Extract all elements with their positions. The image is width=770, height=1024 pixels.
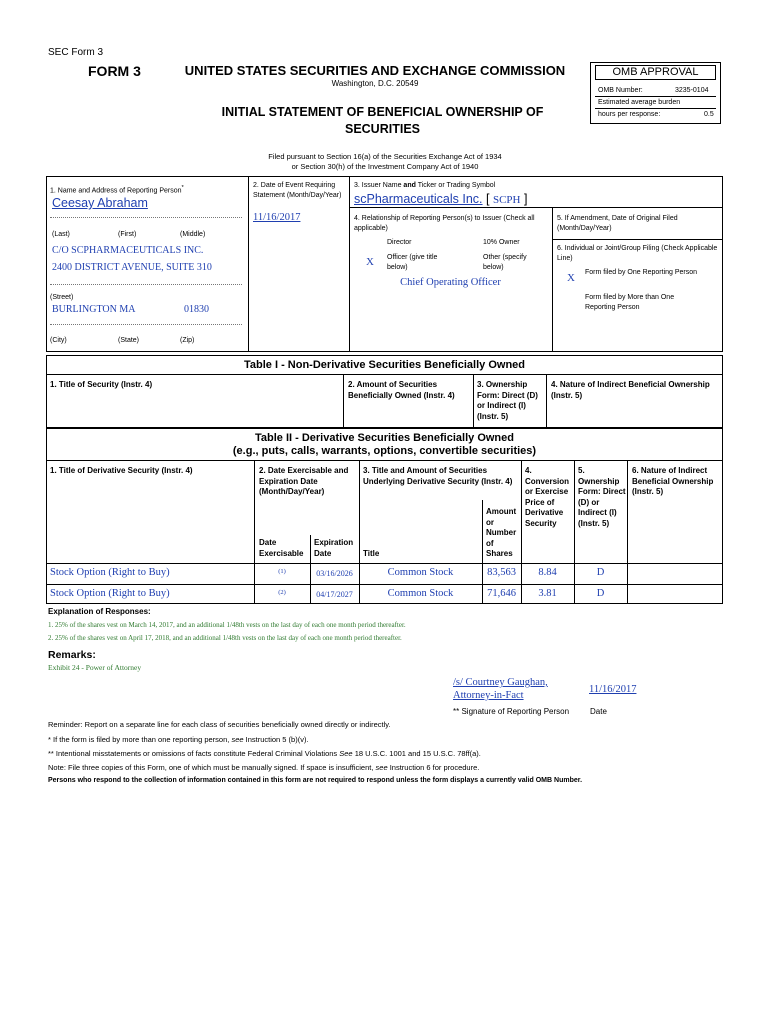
city-label: (City) bbox=[50, 337, 67, 344]
issuer-name: scPharmaceuticals Inc. bbox=[354, 192, 483, 206]
director-option: Director bbox=[387, 239, 412, 246]
last-label: (Last) bbox=[52, 231, 70, 238]
other-option: Other (specify below) bbox=[483, 254, 527, 271]
more-persons-option: Form filed by More than One Reporting Person bbox=[585, 294, 675, 311]
issuer-line: scPharmaceuticals Inc. [ SCPH ] bbox=[354, 192, 528, 206]
row2-exercisable: (2) bbox=[278, 589, 286, 596]
t1-col-ownership: 3. Ownership Form: Direct (D) or Indirect (I) (Instr. 5) bbox=[477, 380, 538, 421]
box4-label: 4. Relationship of Reporting Person(s) to Issuer (Check all applicable) bbox=[354, 215, 535, 232]
omb-burden-label: Estimated average burden bbox=[598, 99, 681, 106]
row2-price: 3.81 bbox=[538, 588, 557, 599]
signature-name: /s/ Courtney Gaughan, bbox=[453, 677, 548, 688]
ten-pct-owner-option: 10% Owner bbox=[483, 239, 520, 246]
row1-price: 8.84 bbox=[538, 567, 557, 578]
one-person-option: Form filed by One Reporting Person bbox=[585, 269, 698, 276]
t2-col-nature: 6. Nature of Indirect Beneficial Ownership (Instr. 5) bbox=[632, 466, 714, 496]
explanation-1: 1. 25% of the shares vest on March 14, 2017, and an additional 1/48th vests on the last day of each one month period thereafter. bbox=[48, 621, 406, 629]
row1-expiration: 03/16/2026 bbox=[316, 569, 353, 578]
officer-option: Officer (give title below) bbox=[387, 254, 438, 271]
signature-date: 11/16/2017 bbox=[589, 684, 637, 695]
omb-hours-label: hours per response: bbox=[598, 111, 661, 118]
agency-location: Washington, D.C. 20549 bbox=[331, 79, 419, 88]
row1-exercisable: (1) bbox=[278, 568, 286, 575]
event-date: 11/16/2017 bbox=[253, 212, 301, 223]
street-label: (Street) bbox=[50, 294, 74, 301]
t1-col-amount: 2. Amount of Securities Beneficially Owned (Instr. 4) bbox=[348, 380, 455, 400]
middle-label: (Middle) bbox=[180, 231, 206, 238]
address-line-1: C/O SCPHARMACEUTICALS INC. bbox=[52, 245, 204, 256]
omb-title: OMB APPROVAL bbox=[612, 66, 699, 78]
date-label: Date bbox=[590, 707, 607, 716]
sec-form-label: SEC Form 3 bbox=[48, 47, 104, 58]
row1-amount: 83,563 bbox=[487, 567, 516, 578]
box2-label: 2. Date of Event Requiring Statement (Month/Day/Year) bbox=[253, 182, 342, 199]
t2-col-expiration: Expiration Date bbox=[314, 538, 354, 558]
row2-form: D bbox=[596, 588, 605, 599]
remarks-title: Remarks: bbox=[48, 649, 96, 661]
reporting-person-name: Ceesay Abraham bbox=[52, 196, 148, 210]
note-1: * If the form is filed by more than one reporting person, see Instruction 5 (b)(v). bbox=[48, 735, 309, 744]
first-label: (First) bbox=[118, 231, 137, 238]
signature-capacity: Attorney-in-Fact bbox=[453, 690, 524, 701]
statement-title: INITIAL STATEMENT OF BENEFICIAL OWNERSHIP OF SECURITIES bbox=[221, 105, 544, 136]
box1-label: 1. Name and Address of Reporting Person* bbox=[50, 185, 184, 195]
row2-security: Stock Option (Right to Buy) bbox=[50, 588, 170, 599]
one-person-checkmark: X bbox=[567, 272, 575, 284]
state-label: (State) bbox=[118, 337, 140, 344]
reminder-text: Reminder: Report on a separate line for each class of securities beneficially owned directly or indirectly. bbox=[48, 720, 391, 729]
zip-label: (Zip) bbox=[180, 337, 195, 344]
t2-col-date-exercisable: Date Exercisable bbox=[259, 538, 304, 558]
row2-title: Common Stock bbox=[387, 588, 454, 599]
remarks-text: Exhibit 24 - Power of Attorney bbox=[48, 663, 142, 672]
city-value: BURLINGTON MA bbox=[52, 304, 136, 315]
row1-title: Common Stock bbox=[387, 567, 454, 578]
omb-hours-value: 0.5 bbox=[704, 111, 714, 118]
row1-form: D bbox=[596, 567, 605, 578]
omb-number-value: 3235-0104 bbox=[675, 87, 709, 94]
officer-title: Chief Operating Officer bbox=[400, 277, 501, 288]
agency-title: UNITED STATES SECURITIES AND EXCHANGE COMMISSION bbox=[184, 63, 566, 78]
t2-col-amount-shares: Amount or Number of Shares bbox=[486, 507, 517, 558]
zip-value: 01830 bbox=[184, 304, 209, 315]
note-2: ** Intentional misstatements or omissions of facts constitute Federal Criminal Violations See 18 U.S.C. 1001 and 15 U.S.C. 78ff(a). bbox=[48, 749, 481, 758]
box6-label: 6. Individual or Joint/Group Filing (Check Applicable Line) bbox=[557, 245, 718, 262]
explanation-title: Explanation of Responses: bbox=[48, 607, 151, 616]
t2-col-conversion: 4. Conversion or Exercise Price of Derivative Security bbox=[525, 466, 570, 528]
t2-col-title: 1. Title of Derivative Security (Instr. 4) bbox=[50, 466, 193, 475]
table-2-subtitle: (e.g., puts, calls, warrants, options, convertible securities) bbox=[232, 445, 537, 457]
t2-col-underlying-title: Title bbox=[363, 549, 380, 558]
signature-label: ** Signature of Reporting Person bbox=[453, 707, 570, 716]
t1-col-title: 1. Title of Security (Instr. 4) bbox=[50, 380, 153, 389]
persons-notice: Persons who respond to the collection of information contained in this form are not required to respond unless the form displays a currently valid OMB Number. bbox=[48, 777, 583, 784]
filed-pursuant-2: or Section 30(h) of the Investment Company Act of 1940 bbox=[291, 162, 479, 171]
note-3: Note: File three copies of this Form, one of which must be manually signed. If space is insufficient, see Instruction 6 for procedure. bbox=[48, 763, 480, 772]
row2-amount: 71,646 bbox=[487, 588, 516, 599]
ticker-symbol: SCPH bbox=[492, 194, 521, 206]
form-number: FORM 3 bbox=[88, 63, 141, 79]
table-2-title: Table II - Derivative Securities Beneficially Owned bbox=[254, 432, 514, 444]
address-line-2: 2400 DISTRICT AVENUE, SUITE 310 bbox=[52, 262, 212, 273]
omb-number-label: OMB Number: bbox=[598, 87, 643, 94]
row2-expiration: 04/17/2027 bbox=[316, 590, 353, 599]
t2-col-dates: 2. Date Exercisable and Expiration Date (Month/Day/Year) bbox=[259, 466, 349, 496]
explanation-2: 2. 25% of the shares vest on April 17, 2018, and an additional 1/48th vests on the last day of each one month period thereafter. bbox=[48, 634, 402, 642]
table-1-title: Table I - Non-Derivative Securities Beneficially Owned bbox=[244, 359, 525, 371]
box5-label: 5. If Amendment, Date of Original Filed (Month/Day/Year) bbox=[557, 215, 678, 232]
box3-label: 3. Issuer Name and Ticker or Trading Symbol bbox=[354, 182, 496, 189]
t2-col-underlying: 3. Title and Amount of Securities Underlying Derivative Security (Instr. 4) bbox=[363, 466, 513, 486]
filed-pursuant-1: Filed pursuant to Section 16(a) of the Securities Exchange Act of 1934 bbox=[268, 152, 502, 161]
row1-security: Stock Option (Right to Buy) bbox=[50, 567, 170, 578]
t1-col-nature: 4. Nature of Indirect Beneficial Ownership (Instr. 5) bbox=[551, 380, 710, 400]
t2-col-ownership: 5. Ownership Form: Direct (D) or Indirect (I) (Instr. 5) bbox=[578, 466, 626, 528]
officer-checkmark: X bbox=[366, 256, 374, 268]
